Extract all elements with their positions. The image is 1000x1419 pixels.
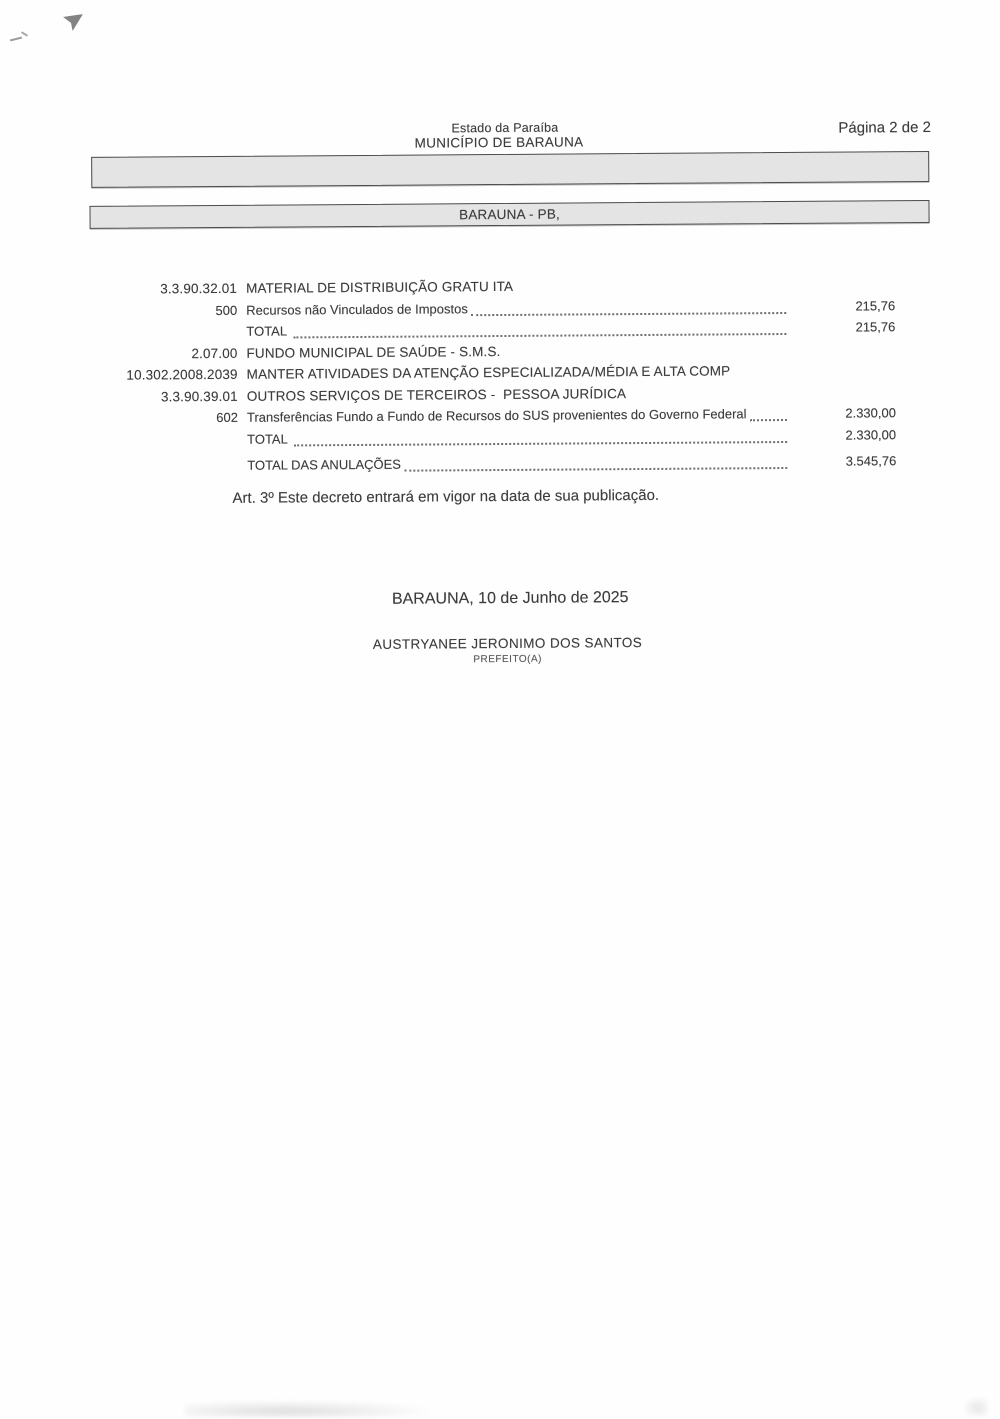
page-indicator: Página 2 de 2 [838, 118, 932, 137]
row-code: 3.3.90.39.01 [160, 388, 238, 404]
row-value [791, 359, 896, 381]
row-code [90, 321, 237, 344]
row-value: 215,76 [855, 297, 896, 314]
table-row [91, 424, 896, 451]
row-desc-text: TOTAL [247, 430, 291, 447]
row-value [791, 381, 896, 403]
row-value [790, 273, 895, 295]
dot-leader [749, 403, 787, 421]
signature-place-date: BARAUNA, 10 de Junho de 2025 [391, 589, 629, 608]
row-value: 2.330,00 [845, 405, 896, 421]
signatory-name: AUSTRYANEE JERONIMO DOS SANTOS [372, 635, 643, 652]
location-bar [89, 200, 929, 229]
row-code: 602 [216, 409, 239, 425]
row-code [91, 455, 238, 478]
row-desc-text: MANTER ATIVIDADES DA ATENÇÃO ESPECIALIZADA/MÉDIA E ALTA COMP [246, 363, 731, 382]
row-code: 2.07.00 [191, 345, 238, 361]
row-value [790, 338, 895, 360]
row-desc-text: OUTROS SERVIÇOS DE TERCEIROS - PESSOA JURÍDICA [246, 385, 627, 404]
row-desc-text: Recursos não Vinculados de Impostos [246, 300, 468, 318]
row-code: 10.302.2008.2039 [126, 366, 238, 383]
article-text: Art. 3º Este decreto entrará em vigor na data de sua publicação. [232, 486, 660, 507]
dot-leader [294, 424, 787, 445]
row-desc-text: MATERIAL DE DISTRIBUIÇÃO GRATU ITA [245, 278, 514, 296]
row-desc-text: TOTAL DAS ANULAÇÕES [247, 456, 401, 473]
row-desc-text: Transferências Fundo a Fundo de Recursos do SUS provenientes do Governo Federal [246, 406, 747, 425]
municipality-name: MUNICÍPIO DE BARAUNA [414, 134, 584, 151]
table-row [91, 450, 896, 477]
row-desc-text: FUNDO MUNICIPAL DE SAÚDE - S.M.S. [246, 343, 501, 361]
row-code: 3.3.90.32.01 [160, 280, 238, 297]
row-value: 215,76 [855, 319, 896, 335]
state-name: Estado da Paraíba [451, 120, 559, 136]
budget-table [90, 273, 896, 477]
row-desc [247, 451, 791, 476]
row-code: 500 [215, 302, 238, 318]
location-bar-label: BARAUNA - PB, [459, 206, 561, 223]
signatory-role: PREFEITO(A) [473, 653, 543, 666]
row-code [91, 428, 238, 451]
dot-leader [471, 296, 787, 316]
row-desc-text: TOTAL [246, 323, 291, 339]
dot-leader [293, 317, 786, 338]
header-box-empty [91, 151, 929, 188]
row-desc [247, 424, 791, 449]
dot-leader [404, 451, 787, 472]
row-value: 3.545,76 [845, 453, 897, 469]
row-value: 2.330,00 [845, 426, 897, 443]
